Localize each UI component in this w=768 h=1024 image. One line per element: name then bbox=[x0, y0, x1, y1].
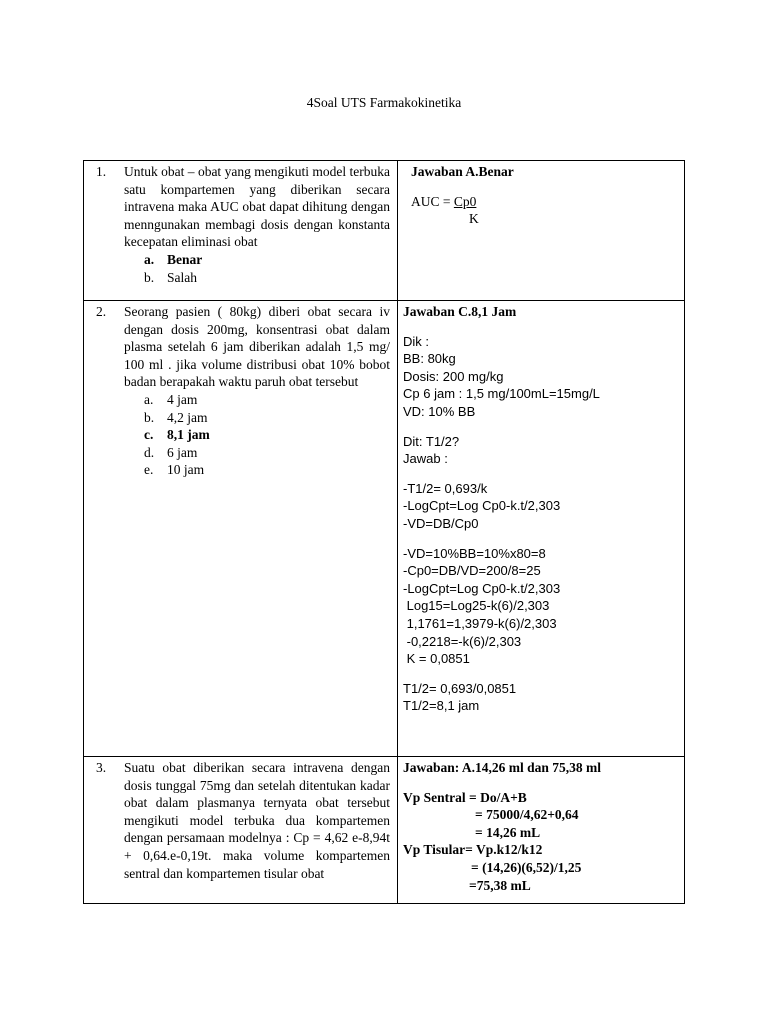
calc-line: -Cp0=DB/VD=200/8=25 bbox=[403, 563, 541, 579]
answer-label: Jawab : bbox=[403, 451, 448, 467]
question-number: 3. bbox=[96, 760, 107, 775]
option-list bbox=[124, 391, 390, 479]
calc-line: -0,2218=-k(6)/2,303 bbox=[403, 633, 522, 649]
question-row-1 bbox=[84, 161, 685, 301]
formula-line: -VD=DB/Cp0 bbox=[403, 515, 479, 531]
option-a: a. Benar bbox=[144, 251, 203, 267]
question-row-2 bbox=[84, 301, 685, 757]
question-text: Seorang pasien ( 80kg) diberi obat secara iv dengan dosis 200mg, konsentrasi obat dalam plasma setelah 6 jam diberikan adalah 1,5 mg/ 100 ml . jika volume distribusi obat 10% bobot badan berapakah waktu paruh obat tersebut bbox=[124, 304, 390, 390]
result-line: T1/2= 0,693/0,0851 bbox=[403, 680, 517, 696]
option-b: b. Salah bbox=[144, 269, 197, 285]
option-c: c. 8,1 jam bbox=[144, 427, 210, 443]
question-table bbox=[83, 160, 685, 904]
formula-line: -T1/2= 0,693/k bbox=[403, 480, 488, 496]
question-text: Suatu obat diberikan secara intravena dengan dosis tunggal 75mg dan setelah ditentukan kadar obat dalam plasmanya ternyata obat tersebut mengikuti model terbuka dua kompartemen dengan persamaan modelnya : Cp = 4,62 e-8,94t + 0,64.e-0,19t. maka volume kompartemen sentral dan kompartemen tisular obat bbox=[124, 760, 390, 881]
result-line: T1/2=8,1 jam bbox=[403, 698, 480, 714]
auc-formula: AUC = Cp0 bbox=[411, 193, 477, 209]
question-number: 1. bbox=[96, 164, 107, 179]
calc-line: Log15=Log25-k(6)/2,303 bbox=[403, 598, 550, 614]
formula-line: -LogCpt=Log Cp0-k.t/2,303 bbox=[403, 498, 561, 514]
answer-cell bbox=[398, 301, 685, 757]
question-number: 2. bbox=[96, 304, 107, 319]
option-a: a. 4 jam bbox=[144, 391, 198, 407]
asked-line: Dit: T1/2? bbox=[403, 433, 460, 449]
vp-tisular-line: = (14,26)(6,52)/1,25 bbox=[471, 859, 582, 875]
option-e: e. 10 jam bbox=[144, 462, 205, 478]
question-text: Untuk obat – obat yang mengikuti model terbuka satu kompartemen yang diberikan secara intravena maka AUC obat dapat dihitung dengan menngunakan membagi dosis dengan konstanta kecepatan eliminasi obat bbox=[124, 164, 390, 250]
answer-title: Jawaban C.8,1 Jam bbox=[403, 304, 517, 319]
vp-sentral-line: = 14,26 mL bbox=[475, 824, 541, 840]
calc-line: -VD=10%BB=10%x80=8 bbox=[403, 545, 546, 561]
question-cell bbox=[84, 301, 398, 757]
answer-cell bbox=[398, 161, 685, 301]
option-d: d. 6 jam bbox=[144, 444, 198, 460]
given-line: Dosis: 200 mg/kg bbox=[403, 368, 504, 384]
auc-denominator: K bbox=[469, 211, 479, 227]
vp-tisular-line: =75,38 mL bbox=[469, 877, 531, 893]
answer-cell bbox=[398, 757, 685, 904]
given-line: BB: 80kg bbox=[403, 351, 456, 367]
answer-title: Jawaban A.Benar bbox=[411, 164, 514, 179]
question-row-3 bbox=[84, 757, 685, 904]
vp-sentral-line: = 75000/4,62+0,64 bbox=[475, 807, 579, 823]
given-line: Cp 6 jam : 1,5 mg/100mL=15mg/L bbox=[403, 386, 600, 402]
calc-line: 1,1761=1,3979-k(6)/2,303 bbox=[403, 615, 557, 631]
document-title: 4Soal UTS Farmakokinetika bbox=[306, 95, 462, 110]
given-line: Dik : bbox=[403, 333, 429, 349]
question-cell bbox=[84, 161, 398, 301]
question-cell bbox=[84, 757, 398, 904]
given-line: VD: 10% BB bbox=[403, 403, 476, 419]
option-b: b. 4,2 jam bbox=[144, 409, 208, 425]
vp-sentral-line: Vp Sentral = Do/A+B bbox=[403, 789, 527, 805]
calc-line: -LogCpt=Log Cp0-k.t/2,303 bbox=[403, 580, 561, 596]
calc-line: K = 0,0851 bbox=[403, 651, 470, 667]
option-list bbox=[124, 251, 390, 286]
vp-tisular-line: Vp Tisular= Vp.k12/k12 bbox=[403, 842, 543, 858]
answer-title: Jawaban: A.14,26 ml dan 75,38 ml bbox=[403, 760, 602, 775]
